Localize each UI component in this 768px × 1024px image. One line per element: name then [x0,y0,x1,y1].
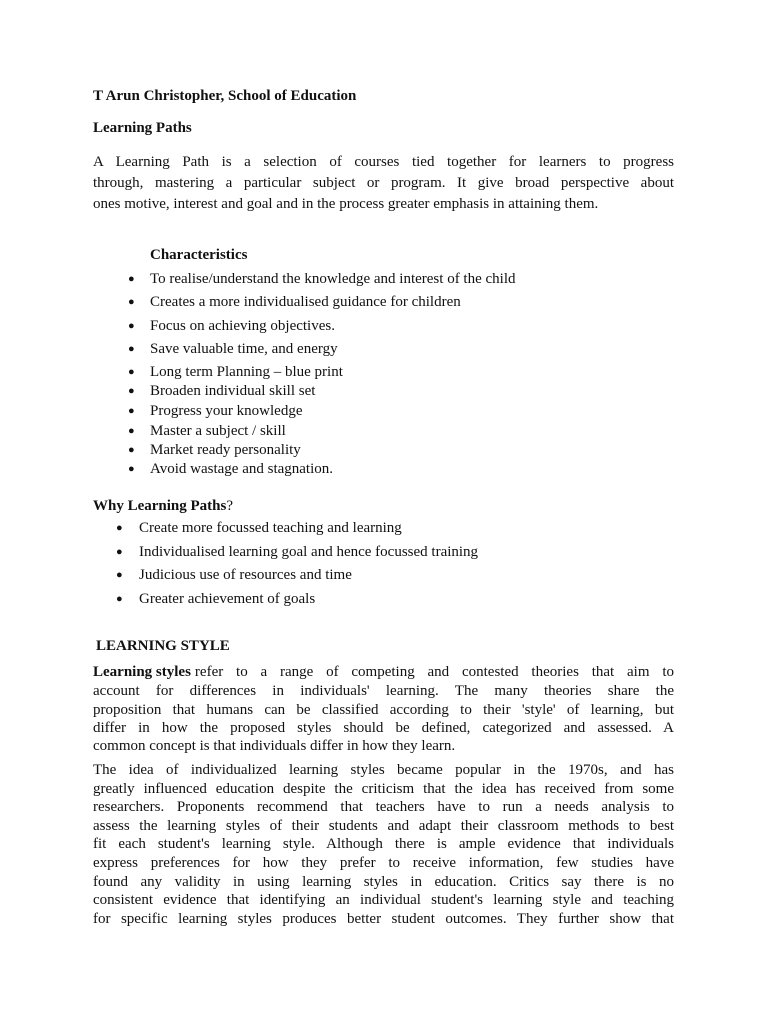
bullet-icon: ● [116,569,123,581]
bullet-icon: ● [116,593,123,605]
learning-paths-heading: Learning Paths [93,120,192,136]
paragraph-line: differ in how the proposed styles should be defined, categorized and assessed. A [93,720,674,736]
paragraph-line: Learning styles refer to a range of competing and contested theories that aim to [93,664,674,680]
paragraph-line: proposition that humans can be classified according to their 'style' of learning, but [93,702,674,718]
bullet-icon: ● [128,343,135,355]
bullet-icon: ● [128,405,135,417]
bullet-icon: ● [128,425,135,437]
bullet-icon: ● [116,546,123,558]
bullet-icon: ● [128,385,135,397]
bullet-icon: ● [116,522,123,534]
paragraph-line: consistent evidence that identifying an individual student's learning style and teaching [93,892,674,908]
characteristics-heading: Characteristics [150,247,248,263]
why-learning-paths-heading: Why Learning Paths? [93,498,234,514]
paragraph-line: common concept is that individuals differ in how they learn. [93,738,456,754]
paragraph-line: found any validity in using learning styles in education. Critics say there is no [93,874,674,890]
paragraph-line: A Learning Path is a selection of courses tied together for learners to progress [93,154,674,170]
paragraph-line: for specific learning styles produces better student outcomes. They further show that [93,911,674,927]
bullet-icon: ● [128,296,135,308]
paragraph-line: researchers. Proponents recommend that teachers have to run a needs analysis to [93,799,674,815]
bullet-icon: ● [128,320,135,332]
paragraph-line: greatly influenced education despite the criticism that the idea has received from some [93,781,674,797]
paragraph-line: account for differences in individuals' learning. The many theories share the [93,683,674,699]
paragraph-line: ones motive, interest and goal and in the process greater emphasis in attaining them. [93,196,599,212]
learning-style-heading: LEARNING STYLE [96,638,230,654]
bullet-icon: ● [128,273,135,285]
author-line: T Arun Christopher, School of Education [93,88,357,104]
paragraph-line: fit each student's learning style. Although there is ample evidence that individuals [93,836,674,852]
bullet-icon: ● [128,463,135,475]
paragraph-line: The idea of individualized learning styles became popular in the 1970s, and has [93,762,674,778]
paragraph-line: through, mastering a particular subject or program. It give broad perspective about [93,175,674,191]
paragraph-line: express preferences for how they prefer to receive information, few studies have [93,855,674,871]
bullet-icon: ● [128,444,135,456]
bullet-icon: ● [128,366,135,378]
paragraph-line: assess the learning styles of their students and adapt their classroom methods to best [93,818,674,834]
